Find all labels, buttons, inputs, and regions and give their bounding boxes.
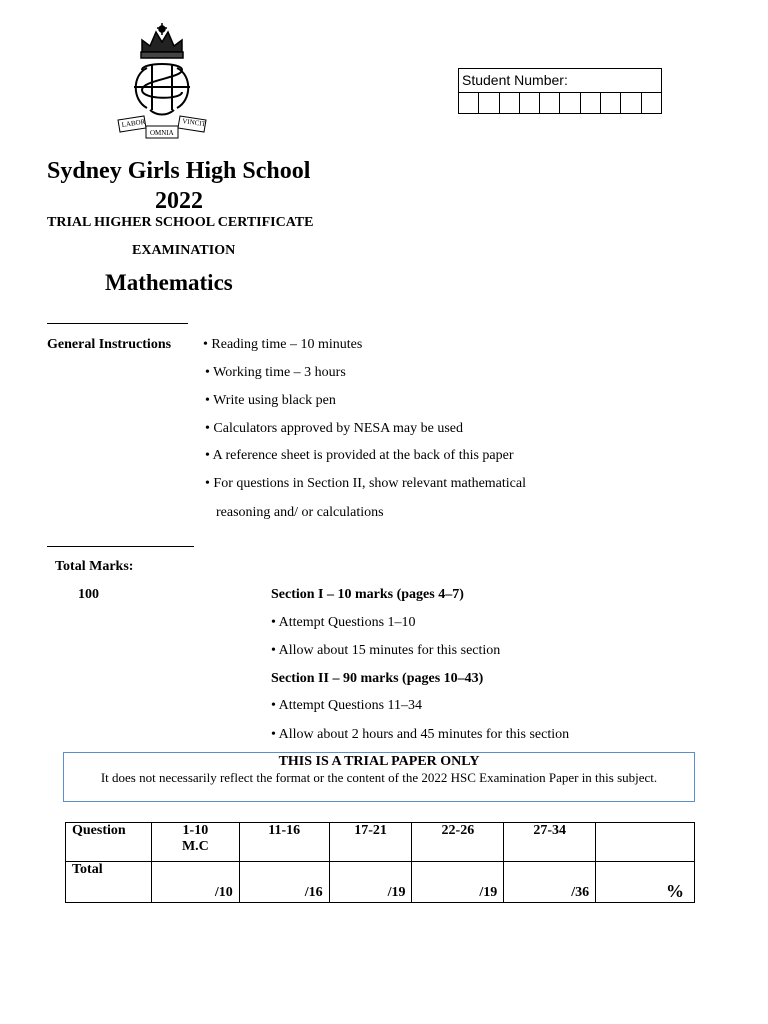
total-marks-label: Total Marks: <box>55 559 134 574</box>
student-number-label: Student Number: <box>462 72 568 88</box>
student-number-cells <box>459 92 661 113</box>
instruction-item: • Write using black pen <box>205 393 336 408</box>
question-range: 17-21 <box>354 823 387 838</box>
section-2-item: • Attempt Questions 11–34 <box>271 698 422 713</box>
crest-motto-center: OMNIA <box>150 129 174 137</box>
marks-table <box>65 822 695 903</box>
section-1-item: • Attempt Questions 1–10 <box>271 615 416 630</box>
school-name: Sydney Girls High School <box>47 158 311 184</box>
question-range-cell <box>329 823 412 862</box>
student-number-cell[interactable] <box>601 93 621 113</box>
student-number-cell[interactable] <box>560 93 580 113</box>
instruction-item: • For questions in Section II, show relevant mathematical <box>205 476 526 491</box>
total-header: Total <box>66 862 152 903</box>
subject-title: Mathematics <box>105 270 233 295</box>
empty-header-cell <box>596 823 695 862</box>
student-number-cell[interactable] <box>581 93 601 113</box>
table-total-row <box>66 862 695 903</box>
instruction-item-continuation: reasoning and/ or calculations <box>216 505 384 520</box>
notice-text: It does not necessarily reflect the format or the content of the 2022 HSC Examination Paper in this subject. <box>100 770 658 785</box>
section-1-title: Section I – 10 marks (pages 4–7) <box>271 587 464 602</box>
examination-title: EXAMINATION <box>132 243 236 258</box>
instruction-item: • Reading time – 10 minutes <box>203 337 363 352</box>
question-range: 22-26 <box>441 823 475 838</box>
divider-rule <box>47 323 188 324</box>
question-range-cell <box>151 823 239 862</box>
mark-denominator: /19 <box>329 862 412 903</box>
exam-year: 2022 <box>155 188 203 214</box>
section-2-title: Section II – 90 marks (pages 10–43) <box>271 671 484 686</box>
section-2-item: • Allow about 2 hours and 45 minutes for this section <box>271 727 570 742</box>
school-crest-logo <box>112 20 212 148</box>
student-number-cell[interactable] <box>642 93 661 113</box>
question-header: Question <box>66 823 152 862</box>
instruction-item: • Working time – 3 hours <box>205 365 346 380</box>
crest-motto-left: LABOR <box>121 117 146 129</box>
student-number-cell[interactable] <box>459 93 479 113</box>
instruction-item: • Calculators approved by NESA may be used <box>205 421 464 436</box>
divider-rule <box>47 546 194 547</box>
student-number-cell[interactable] <box>520 93 540 113</box>
student-number-cell[interactable] <box>500 93 520 113</box>
certificate-title: TRIAL HIGHER SCHOOL CERTIFICATE <box>47 215 314 230</box>
total-marks-value: 100 <box>78 587 99 602</box>
section-1-item: • Allow about 15 minutes for this section <box>271 643 501 658</box>
question-range-sub: M.C <box>181 839 209 854</box>
question-range: 27-34 <box>533 823 567 838</box>
student-number-cell[interactable] <box>621 93 641 113</box>
crest-motto-right: VINCIT <box>181 117 207 129</box>
trial-paper-notice <box>63 752 695 802</box>
mark-denominator: /19 <box>412 862 504 903</box>
notice-title: THIS IS A TRIAL PAPER ONLY <box>278 754 480 769</box>
question-range-cell <box>504 823 596 862</box>
student-number-cell[interactable] <box>540 93 560 113</box>
general-instructions-label: General Instructions <box>47 337 172 352</box>
student-number-box <box>458 68 662 114</box>
student-number-cell[interactable] <box>479 93 499 113</box>
table-header-row <box>66 823 695 862</box>
percent-cell: % <box>596 862 695 903</box>
question-range: 1-10 <box>182 823 209 838</box>
mark-denominator: /10 <box>151 862 239 903</box>
question-range-cell <box>239 823 329 862</box>
mark-denominator: /16 <box>239 862 329 903</box>
mark-denominator: /36 <box>504 862 596 903</box>
question-range-cell <box>412 823 504 862</box>
instruction-item: • A reference sheet is provided at the back of this paper <box>205 448 514 463</box>
question-range: 11-16 <box>268 823 301 838</box>
